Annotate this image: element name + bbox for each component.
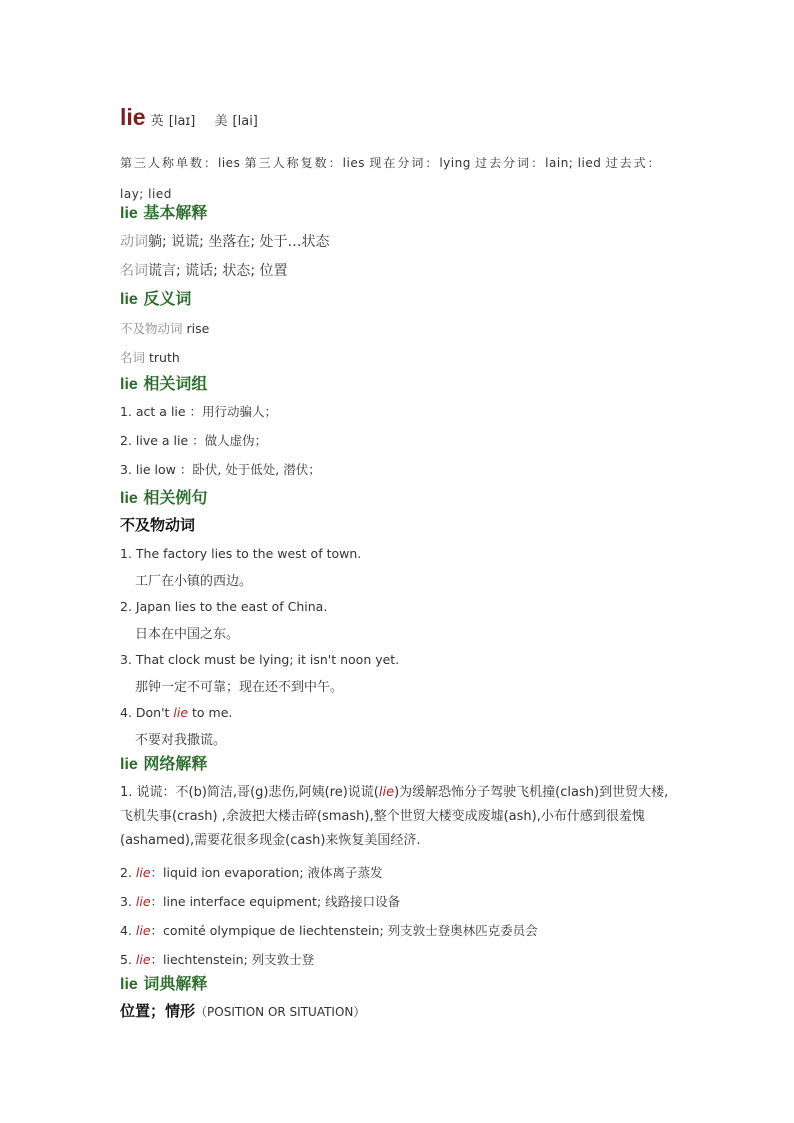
antonym-text: truth xyxy=(149,350,180,365)
past-participle-value: lain; lied xyxy=(545,156,602,170)
example-suffix: to me. xyxy=(188,705,233,720)
web-item-text: ：liechtenstein; 列支敦士登 xyxy=(150,952,315,967)
section-title-dictionary xyxy=(120,971,207,994)
us-label: 美 xyxy=(214,114,228,129)
uk-label: 英 xyxy=(150,114,164,129)
example-english xyxy=(120,705,232,720)
third-single-label: 第三人称单数： xyxy=(120,156,219,170)
web-item-number: 5. xyxy=(120,952,136,967)
basic-item xyxy=(120,260,288,280)
sense-title-en: （POSITION OR SITUATION） xyxy=(195,1005,366,1019)
dictionary-sense-title xyxy=(120,1000,365,1021)
headword-highlight: lie xyxy=(135,923,151,938)
headword-line xyxy=(120,104,258,131)
uk-phonetic: [laɪ] xyxy=(168,114,196,129)
past-tense-label: 过去式： xyxy=(605,156,662,170)
section-label: 网络解释 xyxy=(143,754,208,773)
third-plural-label: 第三人称复数： xyxy=(244,156,343,170)
section-word: lie xyxy=(120,756,138,773)
section-title-basic xyxy=(120,200,207,223)
examples-pos-title: 不及物动词 xyxy=(120,516,196,534)
web-item xyxy=(120,863,383,881)
web-item xyxy=(120,950,314,968)
headword-highlight: lie xyxy=(378,785,395,800)
past-tense-value: lay; lied xyxy=(120,187,172,201)
headword-highlight: lie xyxy=(135,865,151,880)
section-title-web xyxy=(120,751,207,774)
web-item-number: 3. xyxy=(120,894,136,909)
section-title-phrases xyxy=(120,371,207,394)
section-title-examples xyxy=(120,485,207,508)
example-prefix: 4. Don't xyxy=(120,705,174,720)
web-item-prefix: 1. 说谎：不(b)简洁,哥(g)悲伤,阿姨(re)说谎( xyxy=(120,785,379,800)
headword-highlight: lie xyxy=(135,952,151,967)
definition-text: 躺; 说谎; 坐落在; 处于…状态 xyxy=(148,234,330,250)
web-item-text: ：line interface equipment; 线路接口设备 xyxy=(150,894,401,909)
phrase-item: 1. act a lie ：用行动骗人； xyxy=(120,404,278,419)
section-word: lie xyxy=(120,291,138,308)
headword-highlight: lie xyxy=(173,705,189,720)
web-item xyxy=(120,781,680,853)
web-item xyxy=(120,892,400,910)
basic-item xyxy=(120,231,330,251)
headword: lie xyxy=(120,104,146,130)
section-word: lie xyxy=(120,490,138,507)
antonym-text: rise xyxy=(186,321,210,336)
section-label: 词典解释 xyxy=(143,974,208,993)
example-english: 1. The factory lies to the west of town. xyxy=(120,546,362,561)
headword-highlight: lie xyxy=(135,894,151,909)
section-label: 基本解释 xyxy=(143,203,208,222)
us-phonetic: [lai] xyxy=(232,114,258,129)
definition-text: 谎言; 谎话; 状态; 位置 xyxy=(148,263,288,279)
web-item-text: ：comité olympique de liechtenstein; 列支敦士登奥林匹克委员会 xyxy=(150,923,538,938)
web-item xyxy=(120,921,538,939)
pos-label: 名词 xyxy=(120,263,148,279)
section-word: lie xyxy=(120,376,138,393)
phrase-item: 2. live a lie ：做人虚伪； xyxy=(120,433,268,448)
example-chinese: 工厂在小镇的西边。 xyxy=(135,574,253,589)
example-chinese: 日本在中国之东。 xyxy=(135,627,240,642)
sense-title-zh: 位置；情形 xyxy=(120,1002,196,1020)
section-word: lie xyxy=(120,976,138,993)
example-english: 2. Japan lies to the east of China. xyxy=(120,599,328,614)
pos-label: 名词 xyxy=(120,350,146,365)
section-word: lie xyxy=(120,205,138,222)
example-english: 3. That clock must be lying; it isn't noon yet. xyxy=(120,652,400,667)
section-label: 反义词 xyxy=(143,289,192,308)
section-title-antonyms xyxy=(120,286,191,309)
section-label: 相关例句 xyxy=(143,488,208,507)
example-chinese: 不要对我撒谎。 xyxy=(135,733,227,748)
past-participle-label: 过去分词： xyxy=(475,156,546,170)
antonym-item xyxy=(120,348,180,366)
present-participle-label: 现在分词： xyxy=(369,156,440,170)
pos-label: 动词 xyxy=(120,234,148,250)
example-chinese: 那钟一定不可靠；现在还不到中午。 xyxy=(135,680,344,695)
web-item-number: 4. xyxy=(120,923,136,938)
web-item-text: ：liquid ion evaporation; 液体离子蒸发 xyxy=(150,865,383,880)
phrase-item: 3. lie low ：卧伏, 处于低处, 潜伏； xyxy=(120,462,321,477)
third-plural-value: lies xyxy=(342,156,365,170)
third-single-value: lies xyxy=(218,156,241,170)
web-item-suffix: )为缓解恐怖分子驾驶飞机撞(clash)到世贸大楼,飞机失事(crash) ,余波把大楼击碎(smash),整个世贸大楼变成废墟(ash),小布什感到很羞愧(ashamed),需要花很多现金(cash)来恢复美国经济. xyxy=(120,785,669,848)
web-item-number: 2. xyxy=(120,865,136,880)
pos-label: 不及物动词 xyxy=(120,321,183,336)
antonym-item xyxy=(120,319,209,337)
present-participle-value: lying xyxy=(439,156,471,170)
section-label: 相关词组 xyxy=(143,374,208,393)
